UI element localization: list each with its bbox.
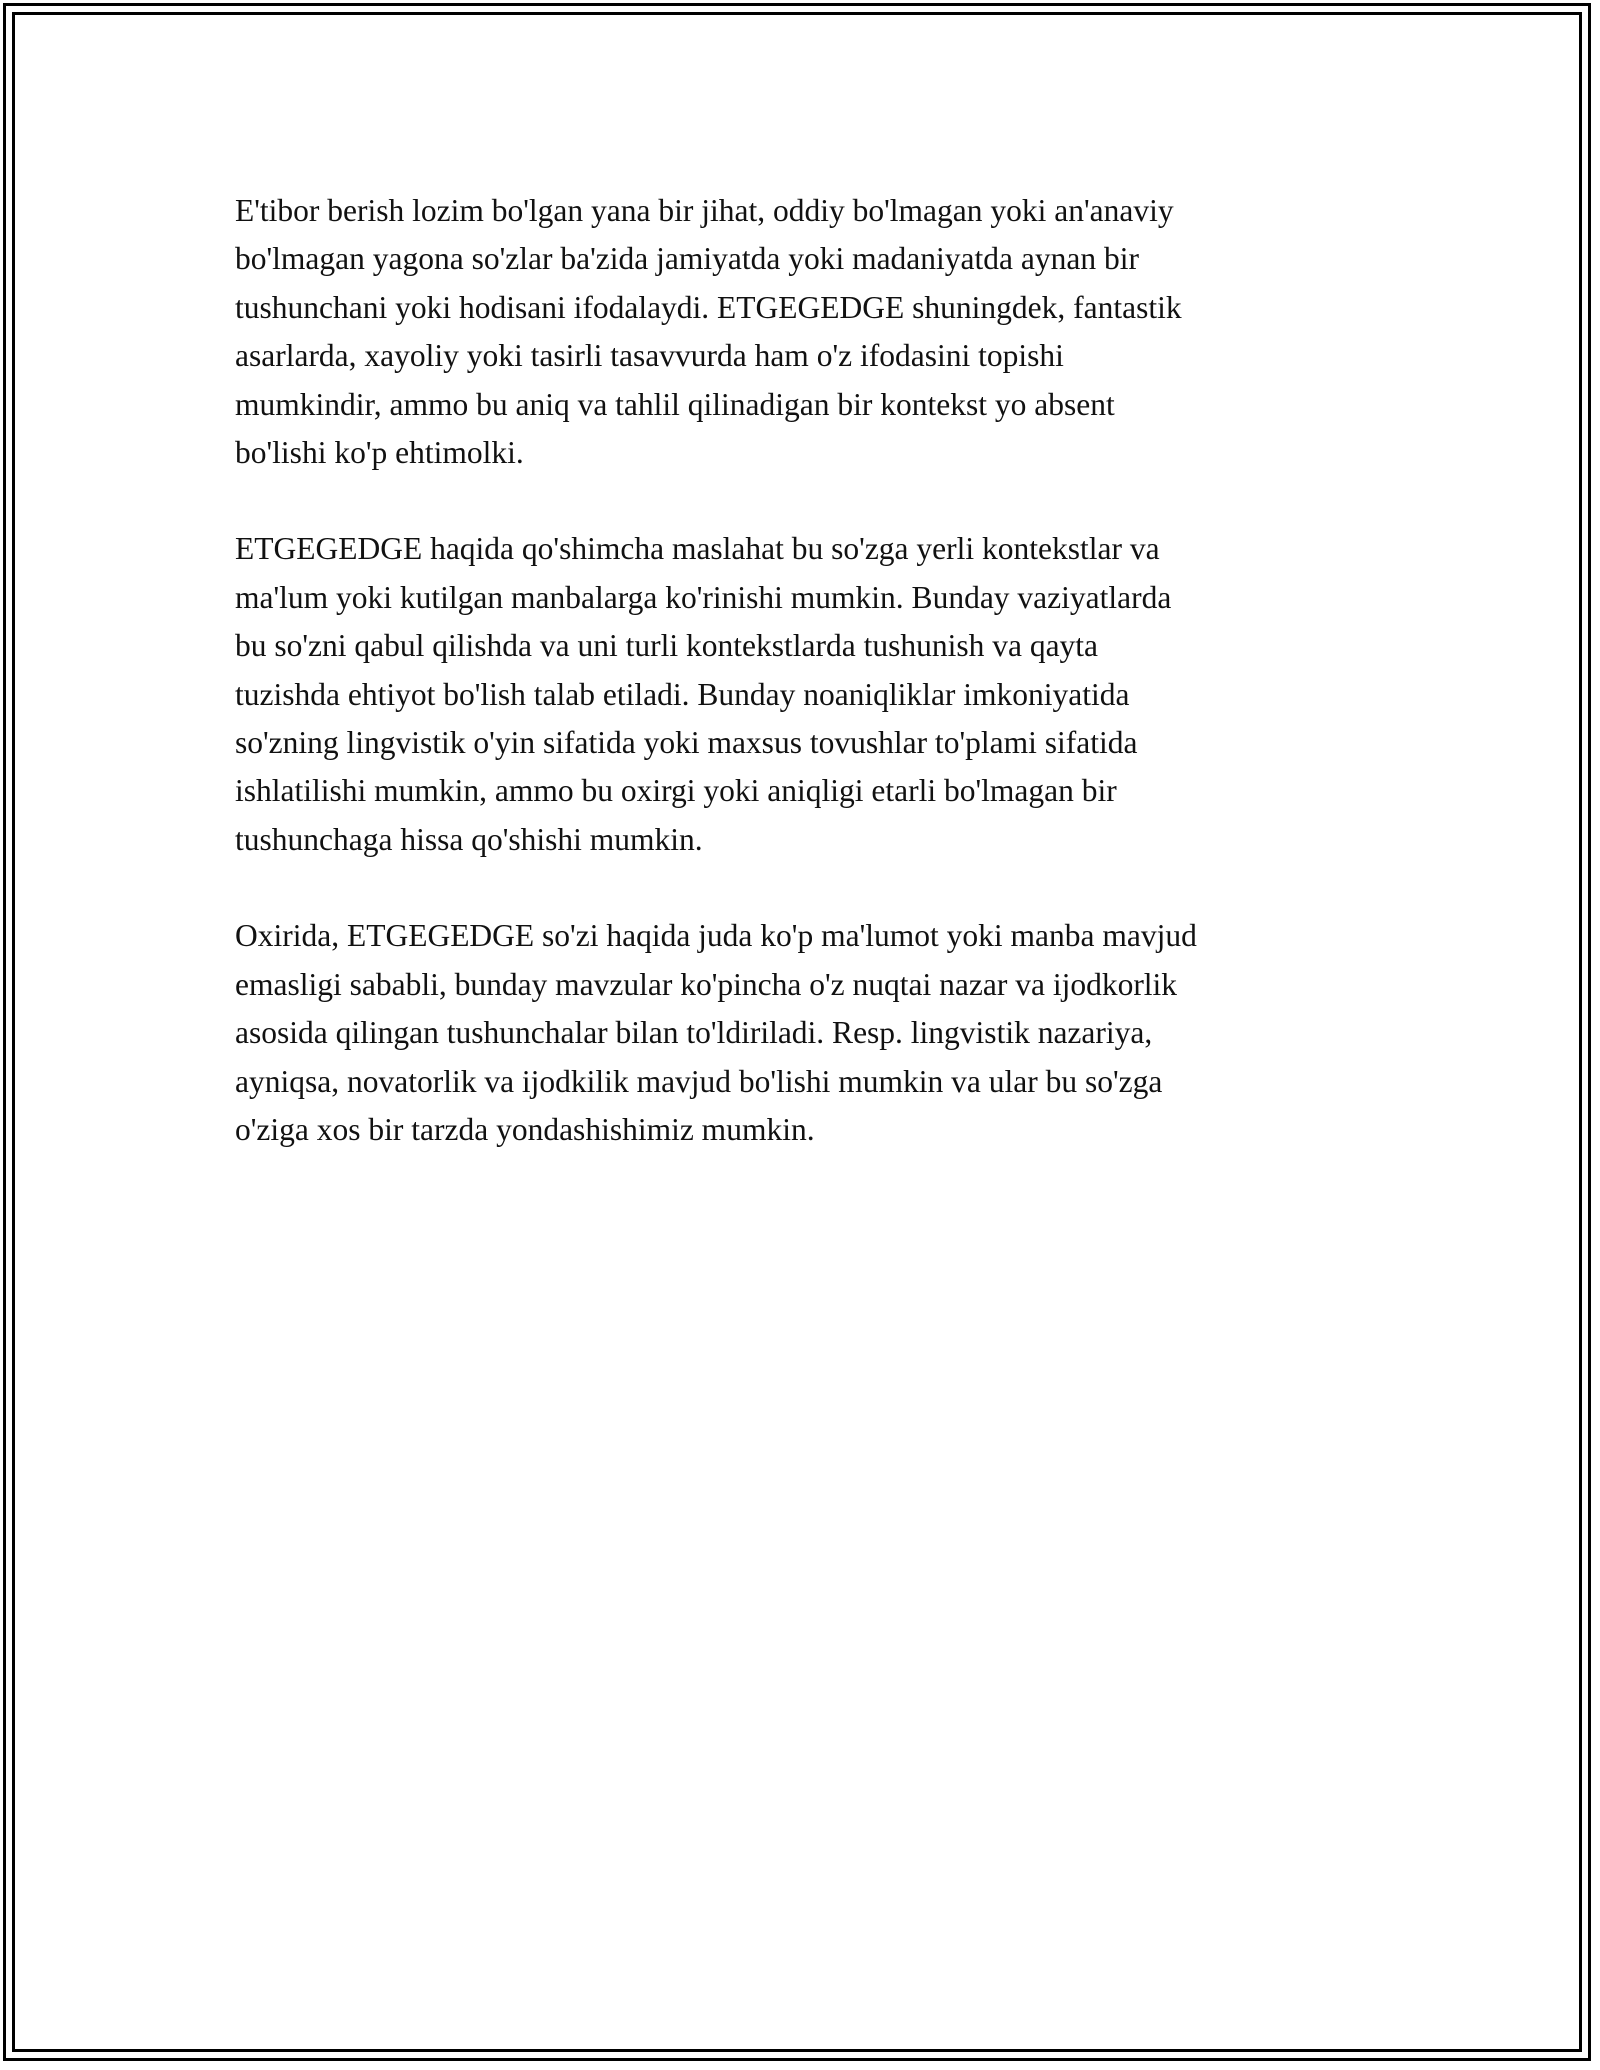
paragraph-2: ETGEGEDGE haqida qo'shimcha maslahat bu so'zga yerli kontekstlar va ma'lum yoki kutilgan manbalarga ko'rinishi mumkin. Bunday vaziyatlarda bu so'zni qabul qilishda va uni turli kontekstlarda tushunish va qayta tuzishda ehtiyot bo'lish talab etiladi. Bunday noaniqliklar imkoniyatida so'zning lingvistik o'yin sifatida yoki maxsus tovushlar to'plami sifatida ishlatilishi mumkin, ammo bu oxirgi yoki aniqligi etarli bo'lmagan bir tushunchaga hissa qo'shishi mumkin. <box>235 531 1172 857</box>
paragraph-3: Oxirida, ETGEGEDGE so'zi haqida juda ko'p ma'lumot yoki manba mavjud emasligi sababli, bunday mavzular ko'pincha o'z nuqtai nazar va ijodkorlik asosida qilingan tushunchalar bilan to'ldiriladi. Resp. lingvistik nazariya, ayniqsa, novatorlik va ijodkilik mavjud bo'lishi mumkin va ular bu so'zga o'ziga xos bir tarzda yondashishimiz mumkin. <box>235 918 1197 1147</box>
paragraph-1: E'tibor berish lozim bo'lgan yana bir jihat, oddiy bo'lmagan yoki an'anaviy bo'lmagan yagona so'zlar ba'zida jamiyatda yoki madaniyatda aynan bir tushunchani yoki hodisani ifodalaydi. ETGEGEDGE shuningdek, fantastik asarlarda, xayoliy yoki tasirli tasavvurda ham o'z ifodasini topishi mumkindir, ammo bu aniq va tahlil qilinadigan bir kontekst yo absent bo'lishi ko'p ehtimolki. <box>235 193 1182 471</box>
document-body <box>235 187 1375 1202</box>
